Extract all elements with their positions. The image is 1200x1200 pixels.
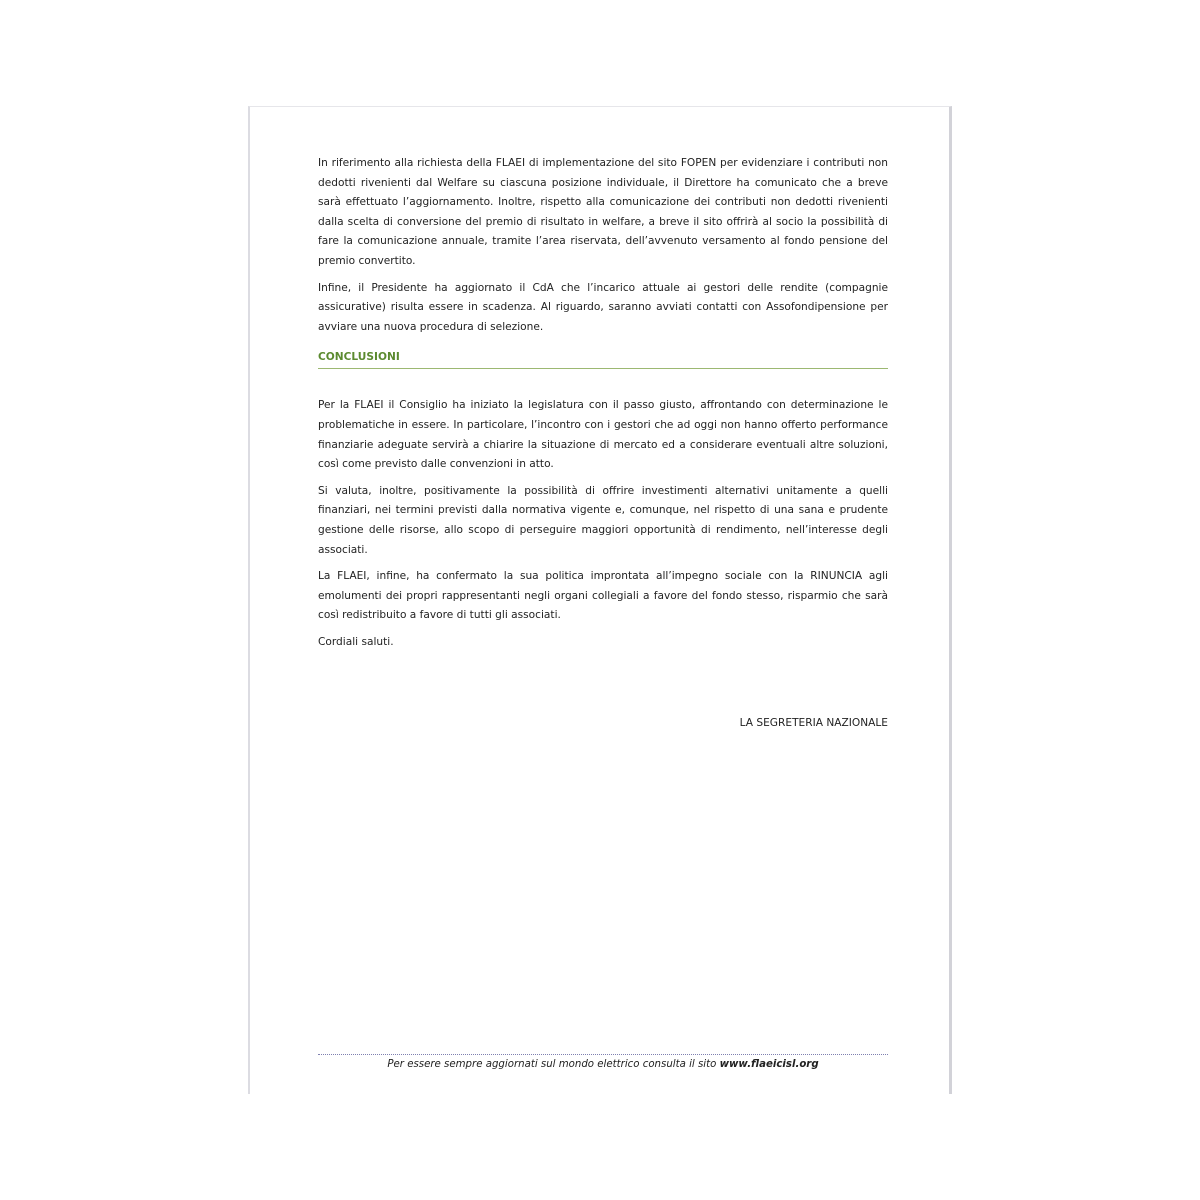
document-page — [248, 106, 952, 1094]
footer-site-link[interactable]: www.flaeicisl.org — [719, 1059, 819, 1070]
footer — [318, 1056, 888, 1074]
paragraph-fopen-update: In riferimento alla richiesta della FLAEI di implementazione del sito FOPEN per evidenziare i contributi non dedotti rivenienti dal Welfare su ciascuna posizione individuale, il Direttore ha comunicato che a breve sarà effettuato l’aggiornamento. Inoltre, rispetto alla comunicazione dei contributi non dedotti rivenienti dalla scelta di conversione del premio di risultato in welfare, a breve il sito offrirà al socio la possibilità di fare la comunicazione annuale, tramite l’area riservata, dell’avvenuto versamento al fondo pensione del premio convertito. — [318, 157, 888, 267]
signature: LA SEGRETERIA NAZIONALE — [739, 717, 888, 729]
paragraph-gestori-rendite: Infine, il Presidente ha aggiornato il CdA che l’incarico attuale ai gestori delle rendite (compagnie assicurative) risulta essere in scadenza. Al riguardo, saranno avviati contatti con Assofondipensione per avviare una nuova procedura di selezione. — [318, 281, 888, 333]
paragraph-investimenti-alternativi: Si valuta, inoltre, positivamente la possibilità di offrire investimenti alternativi unitamente a quelli finanziari, nei termini previsti dalla normativa vigente e, comunque, nel rispetto di una sana e prudente gestione delle risorse, allo scopo di perseguire maggiori opportunità di rendimento, nell’interesse degli associati. — [318, 484, 888, 556]
paragraph-consiglio-legislatura: Per la FLAEI il Consiglio ha iniziato la legislatura con il passo giusto, affrontando con determinazione le problematiche in essere. In particolare, l’incontro con i gestori che ad oggi non hanno offerto performance finanziarie adeguate servirà a chiarire la situazione di mercato ed a considerare eventuali altre soluzioni, così come previsto dalle convenzioni in atto. — [318, 399, 888, 471]
footer-text: Per essere sempre aggiornati sul mondo elettrico consulta il sito — [387, 1059, 717, 1070]
paragraph-closing: Cordiali saluti. — [318, 635, 394, 648]
footer-divider — [318, 1054, 888, 1055]
section-heading-conclusioni: CONCLUSIONI — [318, 348, 888, 369]
document-body — [318, 154, 888, 659]
paragraph-rinuncia-emolumenti: La FLAEI, infine, ha confermato la sua politica improntata all’impegno sociale con la RINUNCIA agli emolumenti dei propri rappresentanti negli organi collegiali a favore del fondo stesso, risparmio che sarà così redistribuito a favore di tutti gli associati. — [318, 570, 888, 622]
